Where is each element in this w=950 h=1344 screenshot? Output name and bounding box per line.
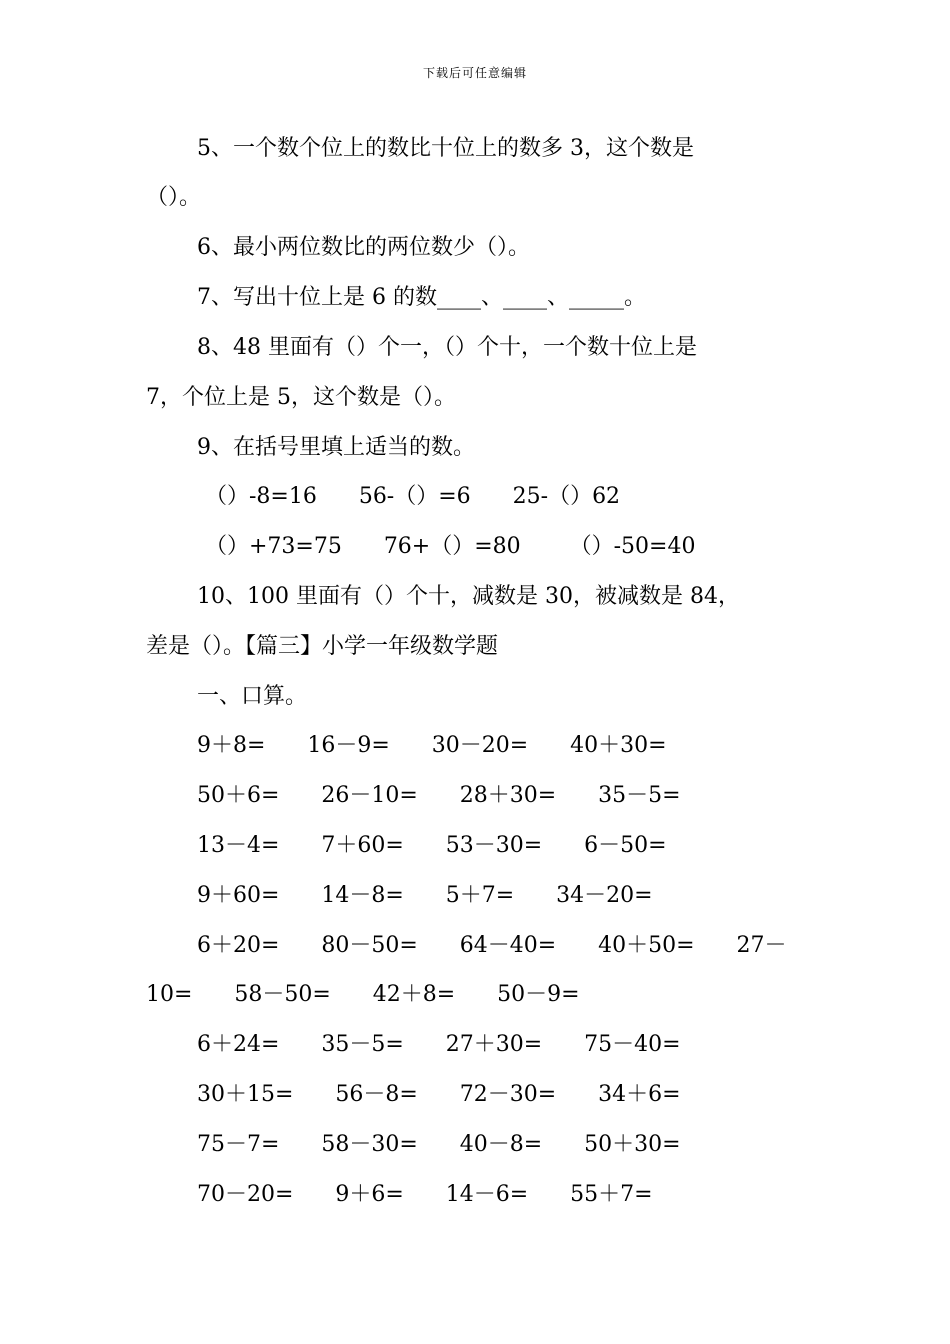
text-line: 一、口算。 (197, 684, 308, 709)
text-line: 70－20= 9＋6= 14－6= 55＋7= (197, 1182, 653, 1207)
text-line: 75－7= 58－30= 40－8= 50＋30= (197, 1132, 681, 1157)
text-line: 10、100 里面有（）个十，减数是 30，被减数是 84， (197, 584, 740, 609)
text-line: （）。 (146, 185, 202, 210)
text-line: 7、写出十位上是 6 的数____、____、_____。 (197, 285, 646, 310)
text-line: 30＋15= 56－8= 72－30= 34＋6= (197, 1082, 681, 1107)
text-line: 6＋24= 35－5= 27＋30= 75－40= (197, 1032, 681, 1057)
text-line: 50＋6= 26－10= 28＋30= 35－5= (197, 783, 681, 808)
text-line: 9＋60= 14－8= 5＋7= 34－20= (197, 883, 653, 908)
text-line: 9、在括号里填上适当的数。 (197, 435, 475, 460)
text-line: 7，个位上是 5，这个数是（）。 (146, 385, 456, 410)
text-line: 9＋8= 16－9= 30－20= 40＋30= (197, 733, 667, 758)
text-line: （）+73=75 76+（）=80 （）-50=40 (205, 534, 696, 559)
text-line: 13－4= 7＋60= 53－30= 6－50= (197, 833, 667, 858)
text-line: 6＋20= 80－50= 64－40= 40＋50= 27－ (197, 933, 787, 958)
text-line: 10= 58－50= 42＋8= 50－9= (146, 982, 580, 1007)
text-line: 差是（）。【篇三】小学一年级数学题 (146, 634, 499, 659)
page-header: 下载后可任意编辑 (422, 66, 527, 80)
text-line: 6、最小两位数比的两位数少（）。 (197, 235, 530, 260)
text-line: 5、一个数个位上的数比十位上的数多 3，这个数是 (197, 136, 694, 161)
text-line: 8、48 里面有（）个一，（）个十，一个数十位上是 (197, 335, 697, 360)
text-line: （）-8=16 56-（）=6 25-（）62 (205, 484, 621, 509)
